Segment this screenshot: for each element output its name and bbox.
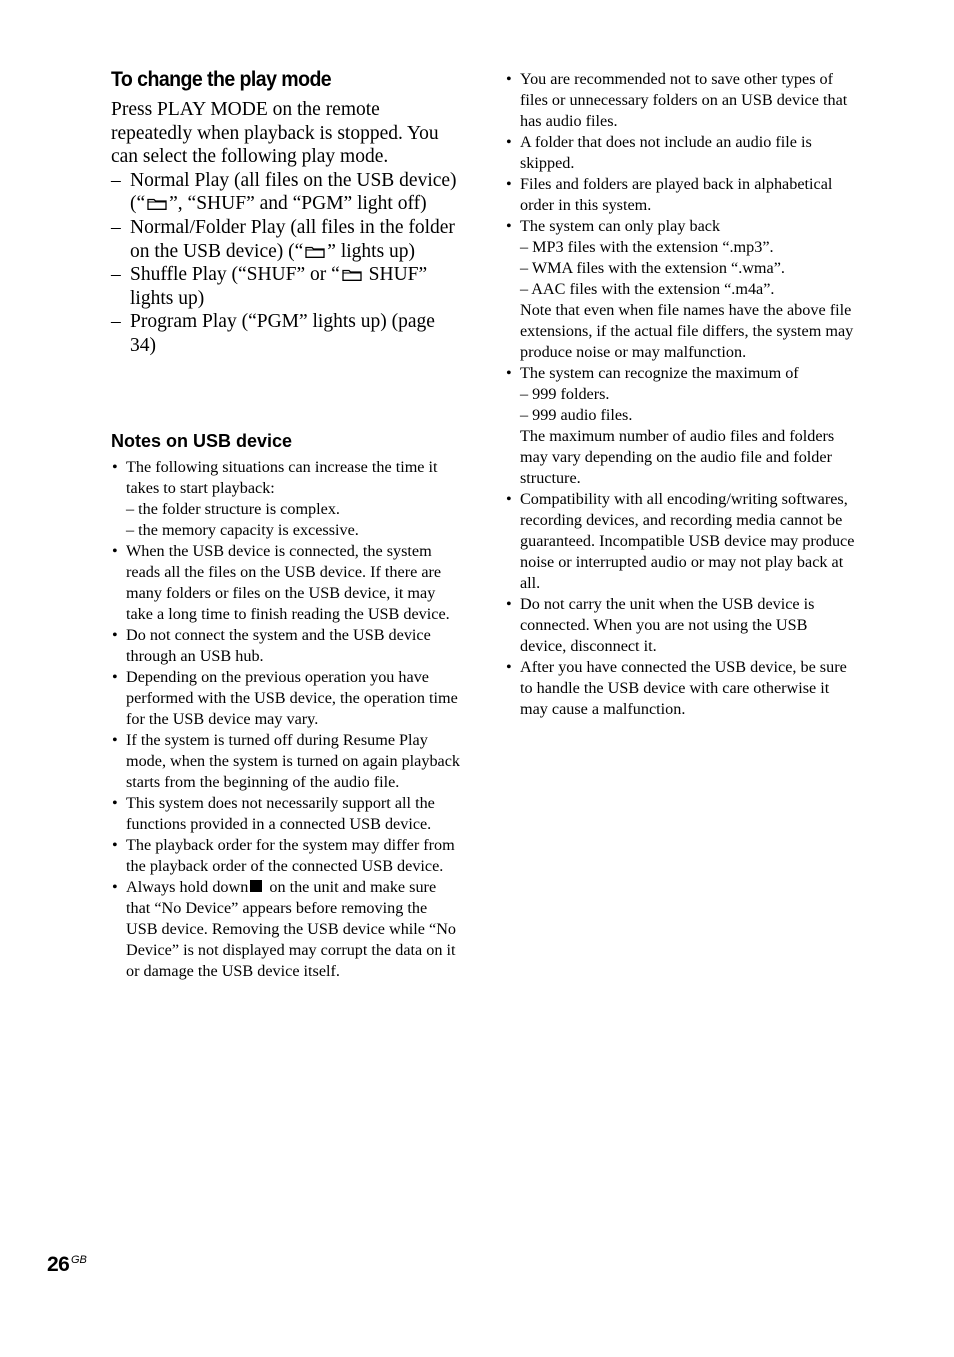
note-text: The following situations can increase the time it takes to start playback: [126,458,438,497]
bullet-marker: • [506,658,512,676]
dash-marker: – [111,311,121,333]
play-mode-text: Normal Play (all files on the USB device) (“ [130,169,457,215]
note-text: Compatibility with all encoding/writing softwares, recording devices, and recording media cannot be guaranteed. Incompatible USB device may produce noise or interrupted audio or may not play back at all. [520,490,855,592]
folder-icon [342,268,362,281]
bullet-marker: • [506,490,512,508]
bullet-marker: • [112,878,118,896]
stop-icon [250,880,262,892]
note-text: Do not carry the unit when the USB device is connected. When you are not using the USB device, disconnect it. [520,595,815,655]
note-item [505,363,857,489]
note-text: Depending on the previous operation you have performed with the USB device, the operation time for the USB device may vary. [126,668,458,728]
note-item [111,730,461,793]
folder-icon [305,245,325,258]
note-text: Do not connect the system and the USB device through an USB hub. [126,626,431,665]
note-subitem: – the folder structure is complex. [126,500,340,518]
note-text: After you have connected the USB device, be sure to handle the USB device with care otherwise it may cause a malfunction. [520,658,847,718]
play-mode-item [111,263,461,310]
note-subitem: – the memory capacity is excessive. [126,521,359,539]
note-text: A folder that does not include an audio file is skipped. [520,133,812,172]
play-mode-item [111,216,461,263]
note-subitem: – 999 audio files. [520,406,633,424]
bullet-marker: • [112,836,118,854]
note-item [505,69,857,132]
note-subitem: – 999 folders. [520,385,610,403]
note-subitem: – WMA files with the extension “.wma”. [520,259,785,277]
dash-marker: – [111,169,121,191]
note-text: The system can recognize the maximum of [520,364,799,382]
note-item [111,625,461,667]
note-text: The system can only play back [520,217,721,235]
note-text: If the system is turned off during Resume Play mode, when the system is turned on again playback starts from the beginning of the audio file. [126,731,461,791]
page-region-code: GB [71,1254,87,1266]
note-text: The playback order for the system may differ from the playback order of the connected USB device. [126,836,455,875]
bullet-marker: • [112,794,118,812]
note-text: Files and folders are played back in alphabetical order in this system. [520,175,833,214]
note-subitem: – AAC files with the extension “.m4a”. [520,280,775,298]
play-mode-text: SHUF” lights up) [130,264,428,309]
note-followup: The maximum number of audio files and folders may vary depending on the audio file and folder structure. [520,427,835,487]
note-item [505,216,857,363]
note-item [505,174,857,216]
note-item [111,667,461,730]
bullet-marker: • [112,626,118,644]
note-item [111,793,461,835]
note-followup: Note that even when file names have the above file extensions, if the actual file differs, the system may produce noise or may malfunction. [520,301,854,361]
folder-icon [147,197,167,210]
notes-list-left [111,457,461,982]
note-item [111,835,461,877]
note-text: You are recommended not to save other types of files or unnecessary folders on an USB device that has audio files. [520,70,848,130]
dash-marker: – [111,216,121,238]
bullet-marker: • [112,458,118,476]
bullet-marker: • [506,133,512,151]
bullet-marker: • [506,595,512,613]
play-mode-text: ”, “SHUF” and “PGM” light off) [169,193,427,215]
note-subitem: – MP3 files with the extension “.mp3”. [520,238,774,256]
play-mode-item [111,310,461,357]
bullet-marker: • [506,217,512,235]
play-mode-item [111,169,461,216]
note-item [111,541,461,625]
bullet-marker: • [112,542,118,560]
note-text: on the unit and make sure that “No Device” appears before removing the USB device. Removing the USB device while “No Device” is not displayed may corrupt the data on it or damage the USB device itself. [126,878,456,980]
play-mode-text: ” lights up) [327,240,416,262]
bullet-marker: • [112,731,118,749]
play-mode-text: Normal/Folder Play (all files in the folder on the USB device) (“ [130,216,455,262]
bullet-marker: • [506,364,512,382]
note-item [505,132,857,174]
play-mode-text: Shuffle Play (“SHUF” or “ [130,264,340,286]
intro-paragraph: Press PLAY MODE on the remote repeatedly when playback is stopped. You can select the following play mode. [111,99,439,168]
bullet-marker: • [112,668,118,686]
bullet-marker: • [506,70,512,88]
note-item [505,489,857,594]
note-text: When the USB device is connected, the system reads all the files on the USB device. If there are many folders or files on the USB device, it may take a long time to finish reading the USB device. [126,542,450,623]
note-item [505,657,857,720]
dash-marker: – [111,264,121,286]
section-heading: To change the play mode [111,68,332,91]
note-text: This system does not necessarily support all the functions provided in a connected USB device. [126,794,435,833]
notes-list-right [505,69,857,720]
page-number: 26 [47,1253,70,1276]
bullet-marker: • [506,175,512,193]
play-mode-section [111,98,461,358]
notes-heading: Notes on USB device [111,431,293,451]
note-item [111,457,461,541]
note-text: Always hold down [126,878,249,896]
play-mode-list [111,169,461,358]
note-item [111,877,461,982]
play-mode-text: Program Play (“PGM” lights up) (page 34) [130,311,435,356]
note-item [505,594,857,657]
